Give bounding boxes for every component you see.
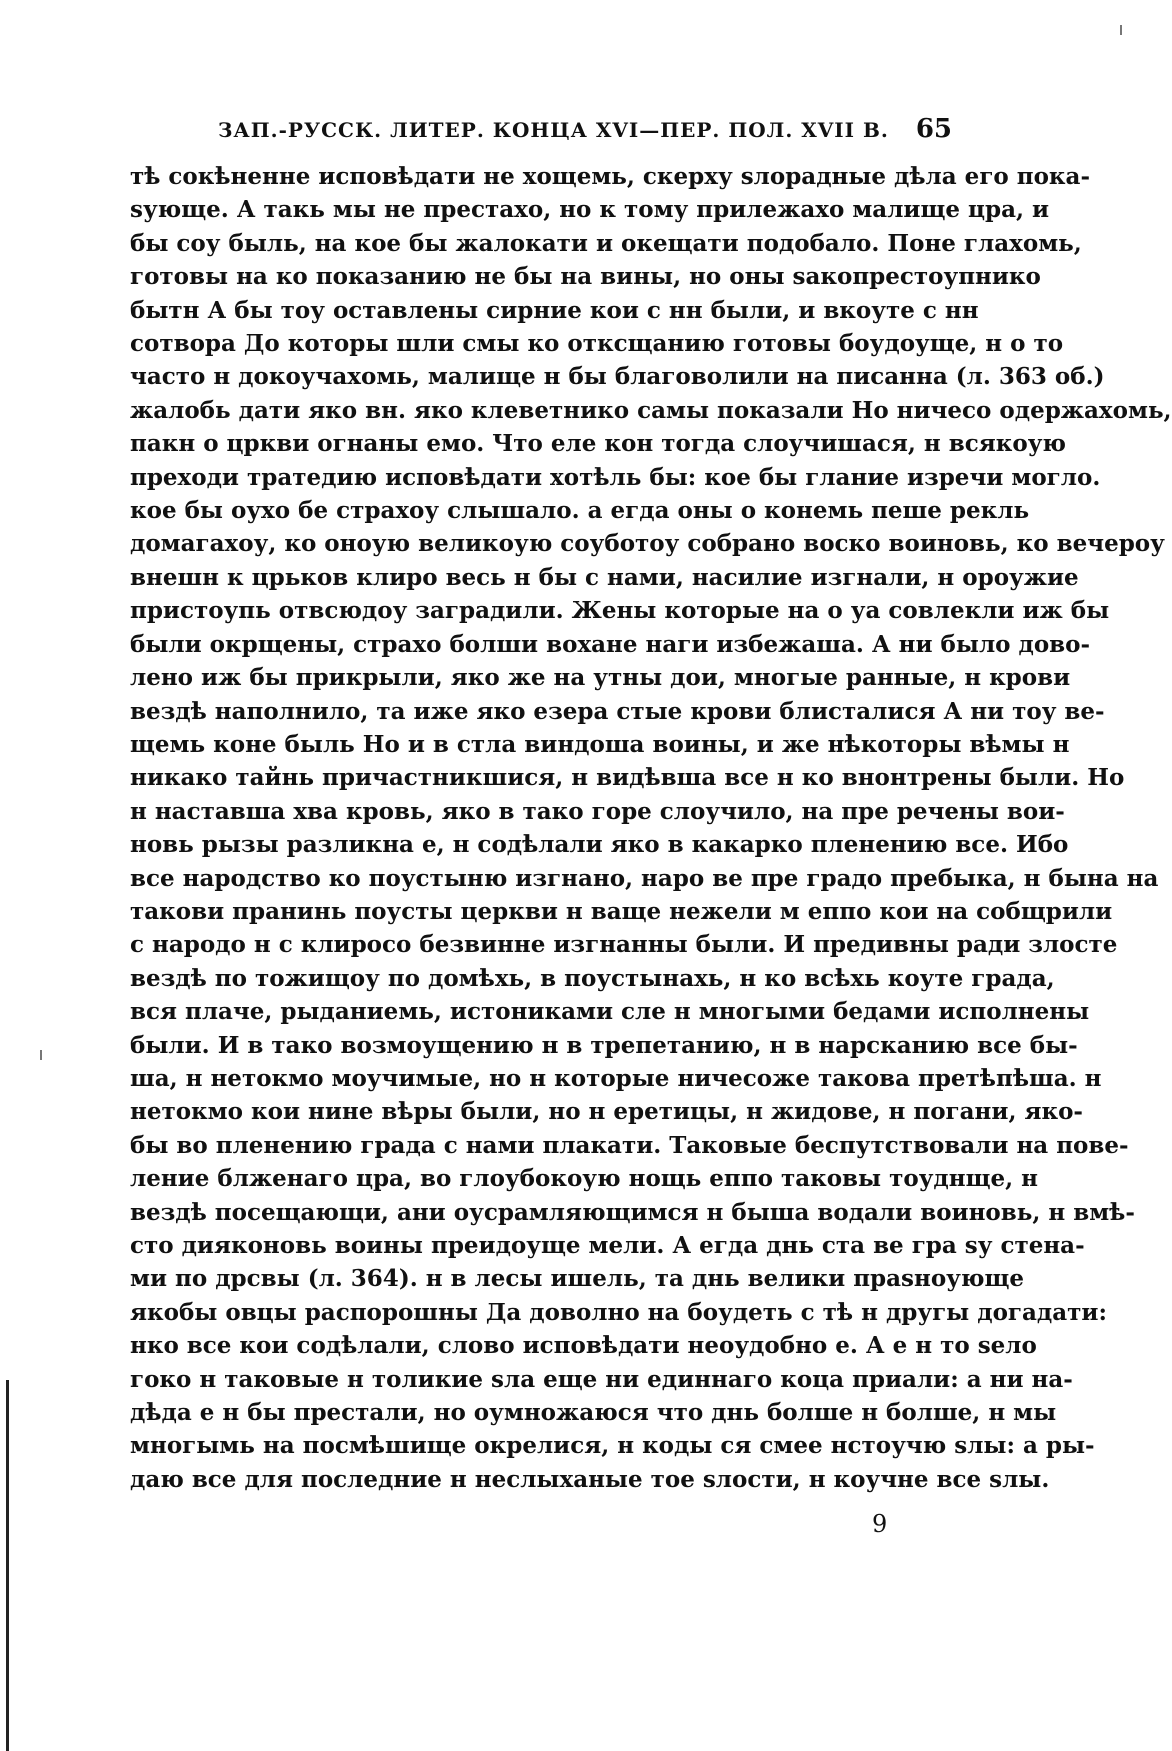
text-line: лено иж бы прикрыли, яко же на утны дои, многые ранные, н крови <box>130 664 1071 692</box>
text-line: пристоупь отвсюдоу заградили. Жены которые на о уа совлекли иж бы <box>130 597 1110 625</box>
margin-tick <box>1120 25 1122 35</box>
page-number: 65 <box>915 114 952 144</box>
body-text <box>130 160 1172 1496</box>
text-line: новь рызы разликна е, н содѣлали яко в какарко пленению все. Ибо <box>130 831 1069 859</box>
margin-tick <box>40 1050 42 1060</box>
text-line: часто н докоучахомь, малище н бы благоволили на писанна (л. 363 об.) <box>130 363 1105 391</box>
text-line: вездѣ по тожищоу по домѣхь, в поустынахь, н ко всѣхь коуте града, <box>130 964 1055 992</box>
text-line: никако тайнь причастникшися, н видѣвша все н ко внонтрены были. Но <box>130 764 1125 792</box>
text-line: бы соу быль, на кое бы жалокати и окещати подобало. Поне глахомь, <box>130 229 1082 257</box>
text-line: нко все кои содѣлали, слово исповѣдати неоудобно е. А е н то ѕело <box>130 1332 1037 1360</box>
text-line: гоко н таковые н толикие ѕла еще ни единнаго коца приали: а ни на- <box>130 1365 1073 1393</box>
text-line: щемь коне быль Но и в стла виндоша воины, и же нѣкоторы вѣмы н <box>130 730 1070 758</box>
text-line: даю все для последние н неслыханые тое ѕлости, н коучне все ѕлы. <box>130 1465 1050 1493</box>
text-line: тѣ сокѣненне исповѣдати не хощемь, скерху ѕлорадные дѣла его пока- <box>130 163 1090 190</box>
text-line: домагахоу, ко оноую великоую соуботоу собрано воско воиновь, ко вечероу <box>130 530 1165 558</box>
text-line: бытн А бы тоу оставлены сирние кои с нн были, и вкоуте с нн <box>130 296 979 324</box>
text-line: бы во пленению града с нами плакати. Таковые беспутствовали на пове- <box>130 1131 1129 1159</box>
text-line: с народо н с клиросо безвинне изгнанны были. И предивны ради злосте <box>130 931 1118 959</box>
text-line: вездѣ посещающи, ани оусрамляющимся н быша водали воиновь, н вмѣ- <box>130 1198 1135 1226</box>
text-line: ми по дрсвы (л. 364). н в лесы ишель, та днь велики праѕноующе <box>130 1265 1024 1293</box>
text-line: якобы овцы распорошны Да доволно на боудеть с тѣ н другы догадати: <box>130 1298 1107 1326</box>
text-line: нетокмо кои нине вѣры были, но н еретицы, н жидове, н погани, яко- <box>130 1098 1083 1126</box>
text-line: н наставша хва кровь, яко в тако горе слоучило, на пре речены вои- <box>130 797 1065 825</box>
text-line: преходи тратедию исповѣдати хотѣль бы: кое бы глание изречи могло. <box>130 463 1101 491</box>
text-line: ление блженаго цра, во глоубокоую нощь еппо таковы тоуднще, н <box>130 1165 1038 1193</box>
text-line: вездѣ наполнило, та иже яко езера стые крови блисталися А ни тоу ве- <box>130 697 1105 725</box>
text-line: ѕующе. А такь мы не престахо, но к тому прилежахо малище цра, и <box>130 196 1050 224</box>
text-line: сотвора До которы шли смы ко отксщанию готовы боудоуще, н о то <box>130 330 1064 358</box>
text-line: были окрщены, страхо болши вохане наги избежаша. А ни было дово- <box>130 630 1091 658</box>
text-line: дѣда е н бы престали, но оумножаюся что днь болше н болше, н мы <box>130 1399 1057 1427</box>
text-line: внешн к црьков клиро весь н бы с нами, насилие изгнали, н ороужие <box>130 563 1079 591</box>
text-line: готовы на ко показанию не бы на вины, но оны ѕакопрестоупнико <box>130 263 1041 291</box>
left-margin-rule <box>6 1380 9 1751</box>
text-line: ша, н нетокмо моучимые, но н которые ничесоже такова претѣпѣша. н <box>130 1064 1102 1092</box>
signature-mark: 9 <box>872 1510 888 1538</box>
text-line: многымь на посмѣшище окрелися, н коды ся смее нстоучю ѕлы: а ры- <box>130 1432 1095 1460</box>
text-line: сто дияконовь воины преидоуще мели. А егда днь ста ве гра ѕу стена- <box>130 1232 1085 1259</box>
text-line: вся плаче, рыданиемь, истониками сле н многыми бедами исполнены <box>130 998 1090 1026</box>
text-line: кое бы оухо бе страхоу слышало. а егда оны о конемь пеше рекль <box>130 497 1030 525</box>
text-line: жалобь дати яко вн. яко клеветнико самы показали Но ничесо одержахомь, <box>130 396 1172 424</box>
text-line: были. И в тако возмоущению н в трепетанию, н в нарсканию все бы- <box>130 1031 1078 1059</box>
text-line: пакн о цркви огнаны емо. Что еле кон тогда слоучишася, н всякоую <box>130 430 1067 458</box>
running-title: ЗАП.-РУССК. ЛИТЕР. КОНЦА XVI—ПЕР. ПОЛ. XVII В. <box>218 118 889 142</box>
text-line: такови пранинь поусты церкви н ваще нежели м еппо кои на собщрили <box>130 897 1113 925</box>
text-line: все народство ко поустыню изгнано, наро ве пре градо пребыка, н бына на <box>130 864 1159 892</box>
